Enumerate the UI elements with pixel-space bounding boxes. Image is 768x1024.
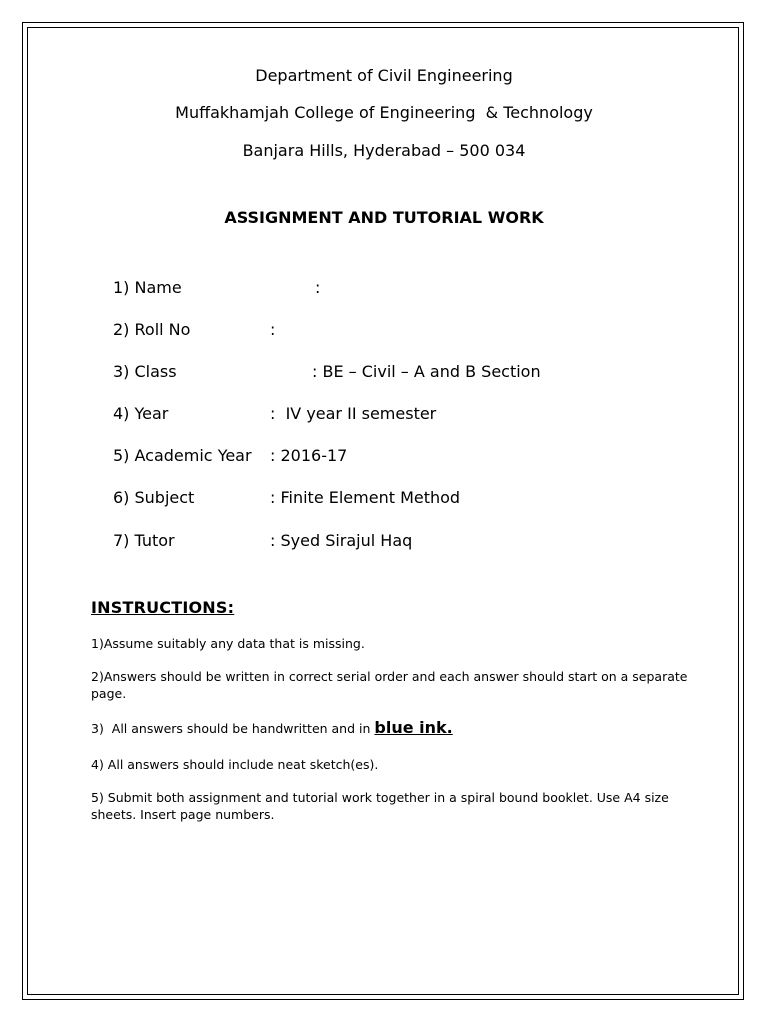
department-name: Department of Civil Engineering bbox=[255, 66, 513, 85]
instruction-emphasis: blue ink. bbox=[374, 718, 453, 737]
field-year bbox=[0, 404, 768, 426]
field-value: : bbox=[270, 320, 276, 339]
field-value: : BE – Civil – A and B Section bbox=[312, 362, 541, 381]
college-address: Banjara Hills, Hyderabad – 500 034 bbox=[242, 141, 526, 160]
field-class bbox=[0, 362, 768, 384]
page-border-inner bbox=[27, 27, 739, 995]
field-value: : Finite Element Method bbox=[270, 488, 461, 507]
field-subject bbox=[0, 488, 768, 510]
instruction-item: 5) Submit both assignment and tutorial work together in a spiral bound booklet. Use A4 size sheets. Insert page numbers. bbox=[91, 790, 673, 822]
instructions-heading: INSTRUCTIONS: bbox=[91, 598, 235, 617]
field-name bbox=[0, 278, 768, 300]
field-roll-no bbox=[0, 320, 768, 342]
instruction-item: 4) All answers should include neat sketch(es). bbox=[91, 757, 379, 772]
field-label: 5) Academic Year bbox=[113, 446, 252, 465]
field-tutor bbox=[0, 531, 768, 553]
field-label: 6) Subject bbox=[113, 488, 195, 507]
field-value: : bbox=[315, 278, 321, 297]
field-academic-year bbox=[0, 446, 768, 468]
field-label: 1) Name bbox=[113, 278, 182, 297]
field-value: : IV year II semester bbox=[270, 404, 437, 423]
field-label: 2) Roll No bbox=[113, 320, 191, 339]
instruction-item: 2)Answers should be written in correct serial order and each answer should start on a separate page. bbox=[91, 669, 696, 701]
college-name: Muffakhamjah College of Engineering & Technology bbox=[175, 103, 593, 122]
field-value: : Syed Sirajul Haq bbox=[270, 531, 413, 550]
instruction-item bbox=[91, 719, 691, 737]
instruction-text: 3) All answers should be handwritten and in bbox=[91, 721, 375, 736]
field-value: : 2016-17 bbox=[270, 446, 348, 465]
document-title: ASSIGNMENT AND TUTORIAL WORK bbox=[224, 208, 544, 227]
field-label: 4) Year bbox=[113, 404, 169, 423]
field-label: 3) Class bbox=[113, 362, 177, 381]
field-label: 7) Tutor bbox=[113, 531, 175, 550]
instruction-item: 1)Assume suitably any data that is missing. bbox=[91, 636, 365, 651]
